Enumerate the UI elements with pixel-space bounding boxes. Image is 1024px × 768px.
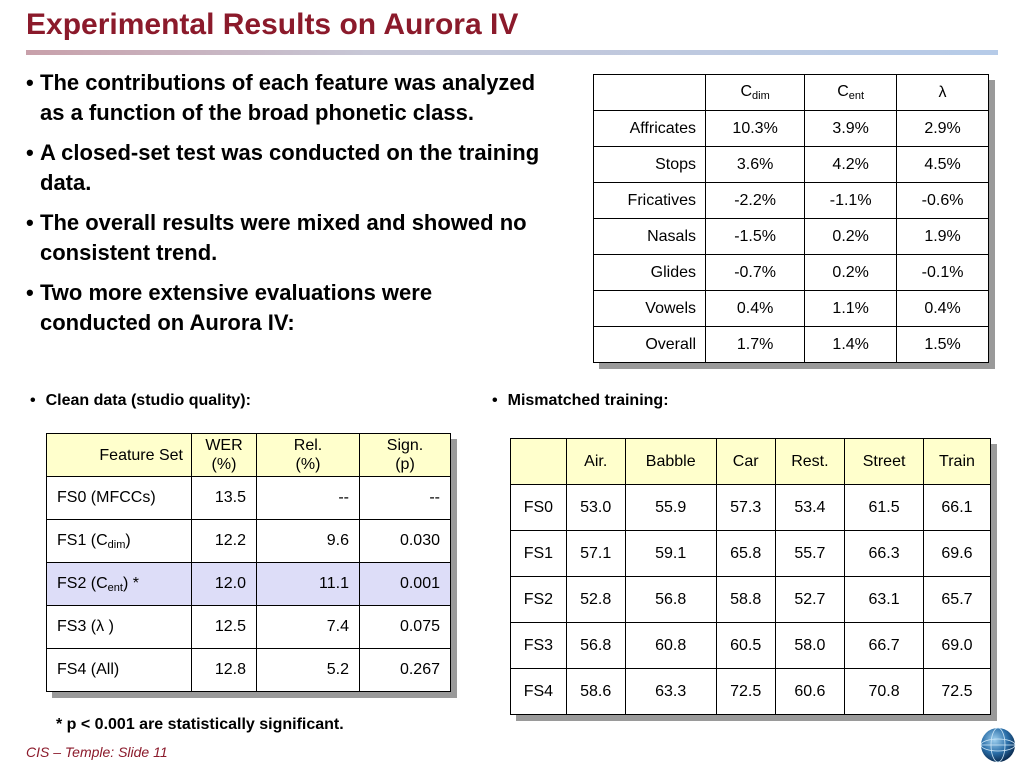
table-cell: 60.8 (625, 623, 716, 669)
table-row (47, 520, 451, 563)
column-header: Train (923, 439, 990, 485)
row-label: Vowels (594, 291, 706, 327)
table-row (511, 577, 991, 623)
bullet-item (26, 208, 546, 268)
cell-wer: 12.8 (192, 649, 257, 692)
table-row (594, 291, 989, 327)
table-cell: 57.3 (716, 485, 775, 531)
cell-lambda: 4.5% (897, 147, 989, 183)
globe-icon (978, 725, 1018, 765)
cell-c-dim: 10.3% (706, 111, 805, 147)
table-row (594, 111, 989, 147)
bullet-dot: • (26, 210, 34, 235)
row-label: Nasals (594, 219, 706, 255)
table-cell: 55.7 (775, 531, 845, 577)
table-row (47, 563, 451, 606)
cell-rel: 9.6 (257, 520, 360, 563)
table-cell: 60.5 (716, 623, 775, 669)
bullet-text: Two more extensive evaluations were conducted on Aurora IV: (40, 280, 433, 335)
cell-sign: 0.001 (360, 563, 451, 606)
cell-c-dim: 3.6% (706, 147, 805, 183)
cell-lambda: 1.9% (897, 219, 989, 255)
bullet-item (26, 68, 546, 128)
row-label: Glides (594, 255, 706, 291)
table-row (594, 183, 989, 219)
table-row (511, 669, 991, 715)
cell-c-ent: 1.4% (805, 327, 897, 363)
cell-c-dim: 0.4% (706, 291, 805, 327)
table-cell: 58.0 (775, 623, 845, 669)
bullet-list (26, 68, 546, 348)
row-label: Fricatives (594, 183, 706, 219)
cell-c-dim: 1.7% (706, 327, 805, 363)
table-cell: 63.1 (845, 577, 924, 623)
row-label: FS0 (511, 485, 567, 531)
header-c-dim: $C_{dim}$ (706, 75, 805, 111)
bullet-text: The contributions of each feature was analyzed as a function of the broad phonetic class. (40, 70, 536, 125)
cell-c-ent: -1.1% (805, 183, 897, 219)
column-header: Rest. (775, 439, 845, 485)
column-header: Car (716, 439, 775, 485)
table-cell: 69.0 (923, 623, 990, 669)
cell-feature-set: FS4 (All) (47, 649, 192, 692)
bullet-item (26, 138, 546, 198)
table-header-row (47, 434, 451, 477)
cell-c-dim: -1.5% (706, 219, 805, 255)
table-cell: 61.5 (845, 485, 924, 531)
table-cell: 53.0 (566, 485, 625, 531)
header-rel: Rel. (%) (257, 434, 360, 477)
table-cell: 69.6 (923, 531, 990, 577)
phonetic-class-table (593, 74, 989, 363)
row-label: Overall (594, 327, 706, 363)
cell-c-ent: 4.2% (805, 147, 897, 183)
row-label: FS3 (511, 623, 567, 669)
cell-wer: 12.2 (192, 520, 257, 563)
column-header (511, 439, 567, 485)
bullet-text: A closed-set test was conducted on the training data. (40, 140, 540, 195)
table-cell: 66.1 (923, 485, 990, 531)
cell-wer: 12.5 (192, 606, 257, 649)
header-wer: WER (%) (192, 434, 257, 477)
cell-c-ent: 3.9% (805, 111, 897, 147)
table-cell: 56.8 (566, 623, 625, 669)
column-header: Air. (566, 439, 625, 485)
cell-feature-set: FS3 (λ ) (47, 606, 192, 649)
table-row (47, 649, 451, 692)
column-header: Babble (625, 439, 716, 485)
table-header-row (511, 439, 991, 485)
table-cell: 70.8 (845, 669, 924, 715)
cell-lambda: 1.5% (897, 327, 989, 363)
table-cell: 52.8 (566, 577, 625, 623)
table-row (47, 606, 451, 649)
cell-sign: 0.030 (360, 520, 451, 563)
row-label: FS4 (511, 669, 567, 715)
bullet-dot: • (26, 280, 34, 305)
table-row (594, 255, 989, 291)
cell-c-ent: 0.2% (805, 219, 897, 255)
bullet-text: The overall results were mixed and showed no consistent trend. (40, 210, 527, 265)
significance-footnote: * p < 0.001 are statistically significant. (56, 716, 344, 733)
table-cell: 65.8 (716, 531, 775, 577)
table-cell: 52.7 (775, 577, 845, 623)
table-row (47, 477, 451, 520)
table-cell: 66.7 (845, 623, 924, 669)
title-underline (26, 50, 998, 55)
table-row (594, 219, 989, 255)
cell-c-ent: 1.1% (805, 291, 897, 327)
cell-feature-set: FS2 $(C_{ent})$ * (47, 563, 192, 606)
clean-data-heading: • Clean data (studio quality): (30, 392, 251, 409)
cell-wer: 12.0 (192, 563, 257, 606)
column-header: Street (845, 439, 924, 485)
slide-title: Experimental Results on Aurora IV (26, 8, 519, 41)
header-empty-cell (594, 75, 706, 111)
table-row (594, 147, 989, 183)
clean-data-table (46, 433, 451, 692)
bullet-item (26, 278, 546, 338)
cell-rel: 5.2 (257, 649, 360, 692)
cell-feature-set: FS0 (MFCCs) (47, 477, 192, 520)
table-cell: 56.8 (625, 577, 716, 623)
cell-sign: 0.075 (360, 606, 451, 649)
row-label: Stops (594, 147, 706, 183)
table-row (511, 485, 991, 531)
header-c-ent: $C_{ent}$ (805, 75, 897, 111)
cell-lambda: -0.6% (897, 183, 989, 219)
cell-c-ent: 0.2% (805, 255, 897, 291)
cell-feature-set: FS1 $(C_{dim})$ (47, 520, 192, 563)
table-cell: 58.6 (566, 669, 625, 715)
table-row (511, 531, 991, 577)
cell-wer: 13.5 (192, 477, 257, 520)
table-cell: 65.7 (923, 577, 990, 623)
header-lambda: λ (897, 75, 989, 111)
cell-lambda: 2.9% (897, 111, 989, 147)
table-row (511, 623, 991, 669)
table-cell: 63.3 (625, 669, 716, 715)
cell-rel: 11.1 (257, 563, 360, 606)
table-cell: 55.9 (625, 485, 716, 531)
table-cell: 72.5 (716, 669, 775, 715)
table-header-row (594, 75, 989, 111)
cell-c-dim: -2.2% (706, 183, 805, 219)
mismatched-training-table (510, 438, 991, 715)
table-cell: 59.1 (625, 531, 716, 577)
cell-rel: -- (257, 477, 360, 520)
table-cell: 53.4 (775, 485, 845, 531)
header-feature-set: Feature Set (47, 434, 192, 477)
cell-sign: 0.267 (360, 649, 451, 692)
cell-sign: -- (360, 477, 451, 520)
cell-lambda: 0.4% (897, 291, 989, 327)
table-row (594, 327, 989, 363)
table-cell: 72.5 (923, 669, 990, 715)
row-label: Affricates (594, 111, 706, 147)
row-label: FS2 (511, 577, 567, 623)
table-cell: 57.1 (566, 531, 625, 577)
table-cell: 58.8 (716, 577, 775, 623)
slide-footer: CIS – Temple: Slide 11 (26, 744, 168, 760)
bullet-dot: • (26, 70, 34, 95)
table-cell: 66.3 (845, 531, 924, 577)
mismatched-heading: • Mismatched training: (492, 392, 669, 409)
table-cell: 60.6 (775, 669, 845, 715)
cell-rel: 7.4 (257, 606, 360, 649)
header-sign: Sign. (p) (360, 434, 451, 477)
row-label: FS1 (511, 531, 567, 577)
bullet-dot: • (26, 140, 34, 165)
cell-lambda: -0.1% (897, 255, 989, 291)
cell-c-dim: -0.7% (706, 255, 805, 291)
